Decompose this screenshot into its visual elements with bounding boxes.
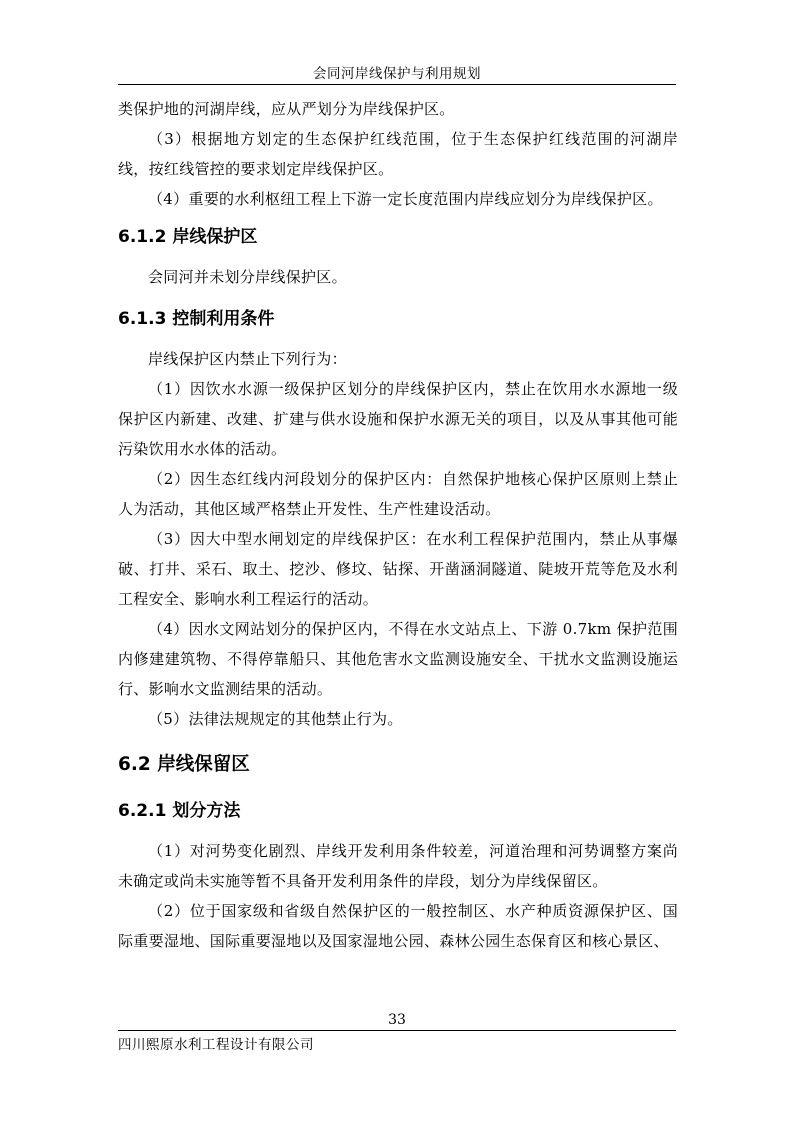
list-item: （2）因生态红线内河段划分的保护区内：自然保护地核心保护区原则上禁止人为活动，其他区域严格禁止开发性、生产性建设活动。 bbox=[118, 470, 678, 518]
paragraph: （3）根据地方划定的生态保护红线范围，位于生态保护红线范围的河湖岸线，按红线管控的要求划定岸线保护区。 bbox=[118, 130, 678, 178]
section-heading-6-2: 6.2 岸线保留区 bbox=[118, 754, 250, 775]
list-item: （1）因饮水水源一级保护区划分的岸线保护区内，禁止在饮用水水源地一级保护区内新建、改建、扩建与供水设施和保护水源无关的项目，以及从事其他可能污染饮用水水体的活动。 bbox=[118, 380, 678, 458]
footer-divider bbox=[118, 1030, 676, 1031]
paragraph: 类保护地的河湖岸线，应从严划分为岸线保护区。 bbox=[118, 100, 455, 118]
list-item: （5）法律法规规定的其他禁止行为。 bbox=[148, 710, 403, 728]
page-number: 33 bbox=[388, 1012, 406, 1028]
header-divider bbox=[118, 84, 676, 85]
list-item: （1）对河势变化剧烈、岸线开发利用条件较差，河道治理和河势调整方案尚未确定或尚未实施等暂不具备开发利用条件的岸段，划分为岸线保留区。 bbox=[118, 842, 678, 890]
footer-company-name: 四川熙原水利工程设计有限公司 bbox=[118, 1037, 314, 1053]
document-body bbox=[118, 94, 678, 956]
section-heading-6-1-2: 6.1.2 岸线保护区 bbox=[118, 227, 258, 247]
paragraph: 岸线保护区内禁止下列行为： bbox=[148, 350, 347, 368]
list-item: （2）位于国家级和省级自然保护区的一般控制区、水产种质资源保护区、国际重要湿地、国际重要湿地以及国家湿地公园、森林公园生态保育区和核心景区、 bbox=[118, 902, 678, 950]
section-heading-6-2-1: 6.2.1 划分方法 bbox=[118, 801, 241, 821]
page-header-title: 会同河岸线保护与利用规划 bbox=[313, 66, 481, 82]
section-heading-6-1-3: 6.1.3 控制利用条件 bbox=[118, 309, 275, 329]
list-item: （3）因大中型水闸划定的岸线保护区：在水利工程保护范围内，禁止从事爆破、打井、采石、取土、挖沙、修坟、钻探、开凿涵洞隧道、陡坡开荒等危及水利工程安全、影响水利工程运行的活动。 bbox=[118, 530, 678, 608]
paragraph: 会同河并未划分岸线保护区。 bbox=[148, 268, 347, 286]
list-item: （4）因水文网站划分的保护区内，不得在水文站点上、下游 0.7km 保护范围内修建建筑物、不得停靠船只、其他危害水文监测设施安全、干扰水文监测设施运行、影响水文监测结果的活动。 bbox=[118, 620, 678, 698]
paragraph: （4）重要的水利枢纽工程上下游一定长度范围内岸线应划分为岸线保护区。 bbox=[148, 190, 663, 208]
